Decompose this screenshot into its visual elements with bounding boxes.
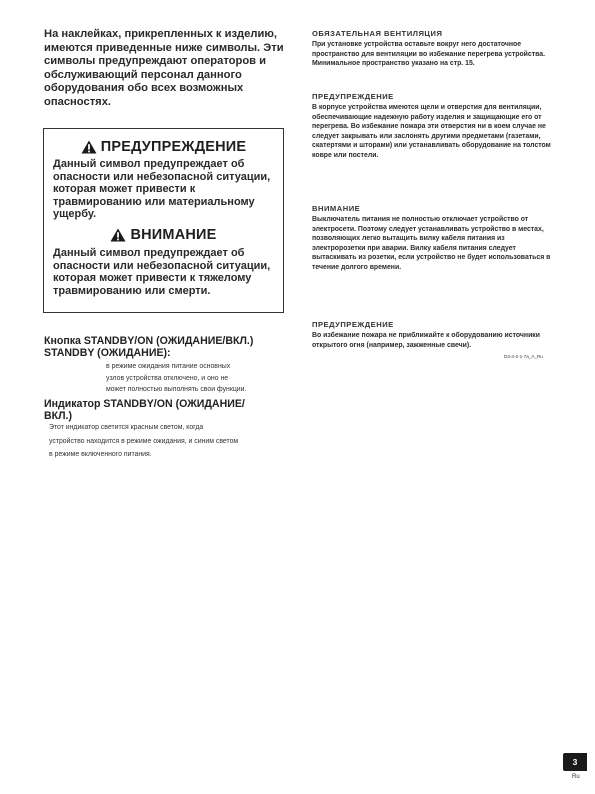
warning-title: ПРЕДУПРЕЖДЕНИЕ xyxy=(100,139,247,155)
standby-desc-line: узлов устройства отключено, и оно не xyxy=(106,374,229,382)
warning-heading xyxy=(44,139,283,155)
ventilation-warning-section xyxy=(312,92,557,161)
indicator-desc-line: в режиме включенного питания. xyxy=(49,451,152,459)
ventilation-text: При установке устройства оставьте вокруг него достаточное пространство для вентиляции во избежание перегрева устройства. Минимальное пространство указано на стр. 15. xyxy=(312,41,545,68)
indicator-title-line: ВКЛ.) xyxy=(44,410,73,423)
caution-triangle-icon xyxy=(110,228,126,242)
indicator-desc-line: устройство находится в режиме ожидания, и синим светом xyxy=(49,437,239,445)
power-caution-text: Выключатель питания не полностью отключает устройство от электросети. Поэтому следует устанавливать устройство в местах, позволяющих легко вытащить вилку кабеля питания из электророзетки при аварии. Вилку кабеля питания следует вытаскивать из розетки, если устройство не будет использоваться в течение долгого времени. xyxy=(312,216,551,271)
fire-warning-section xyxy=(312,320,557,350)
warning-triangle-icon xyxy=(81,140,97,154)
standby-mode-title: STANDBY (ОЖИДАНИЕ): xyxy=(44,347,171,360)
fire-warning-title: ПРЕДУПРЕЖДЕНИЕ xyxy=(312,320,394,329)
page-number-badge: 3 xyxy=(563,753,587,771)
standby-indicator-heading xyxy=(44,398,294,423)
ventilation-warning-title: ПРЕДУПРЕЖДЕНИЕ xyxy=(312,92,394,101)
standby-mode-description xyxy=(106,361,296,396)
fire-warning-text: Во избежание пожара не приближайте к оборудованию источники открытого огня (например, зажженные свечи). xyxy=(312,332,540,349)
indicator-title-line: Индикатор STANDBY/ON (ОЖИДАНИЕ/ xyxy=(44,398,245,410)
indicator-desc-line: Этот индикатор светится красным светом, когда xyxy=(49,424,204,431)
document-code: D3-4-2-1-7a_A_Ru xyxy=(504,354,543,359)
standby-desc-line: в режиме ожидания питание основных xyxy=(106,363,231,370)
standby-indicator-description xyxy=(49,421,294,462)
warning-description: Данный символ предупреждает об опасности или небезопасной ситуации, которая может привести к травмированию или материальному ущербу. xyxy=(53,158,271,221)
intro-paragraph: На наклейках, прикрепленных к изделию, имеются приведенные ниже символы. Эти символы предупреждают операторов и обслуживающий персонал данного оборудования обо всех возможных опасностях. xyxy=(44,28,284,108)
power-caution-section xyxy=(312,204,552,273)
standby-button-title: Кнопка STANDBY/ON (ОЖИДАНИЕ/ВКЛ.) xyxy=(44,335,254,347)
caution-title: ВНИМАНИЕ xyxy=(130,226,217,243)
caution-description: Данный символ предупреждает об опасности или небезопасной ситуации, которая может привести к тяжелому травмированию или смерти. xyxy=(53,246,271,297)
warning-symbols-box xyxy=(43,128,284,313)
ventilation-title: ОБЯЗАТЕЛЬНАЯ ВЕНТИЛЯЦИЯ xyxy=(312,29,443,38)
language-code: Ru xyxy=(572,774,580,780)
ventilation-warning-text: В корпусе устройства имеются щели и отверстия для вентиляции, обеспечивающие надежную работу изделия и защищающие его от перегрева. Во избежание пожара эти отверстия ни в коем случае не следует закрывать или заслонять другими предметами (газетами, скатертями и шторами) или устанавливать оборудование на толстом ковре или постели. xyxy=(312,104,551,159)
ventilation-section xyxy=(312,29,557,69)
power-caution-title: ВНИМАНИЕ xyxy=(312,204,361,213)
standby-button-heading xyxy=(44,335,294,360)
standby-desc-line: может полностью выполнять свои функции. xyxy=(106,386,247,394)
caution-heading xyxy=(44,227,283,243)
